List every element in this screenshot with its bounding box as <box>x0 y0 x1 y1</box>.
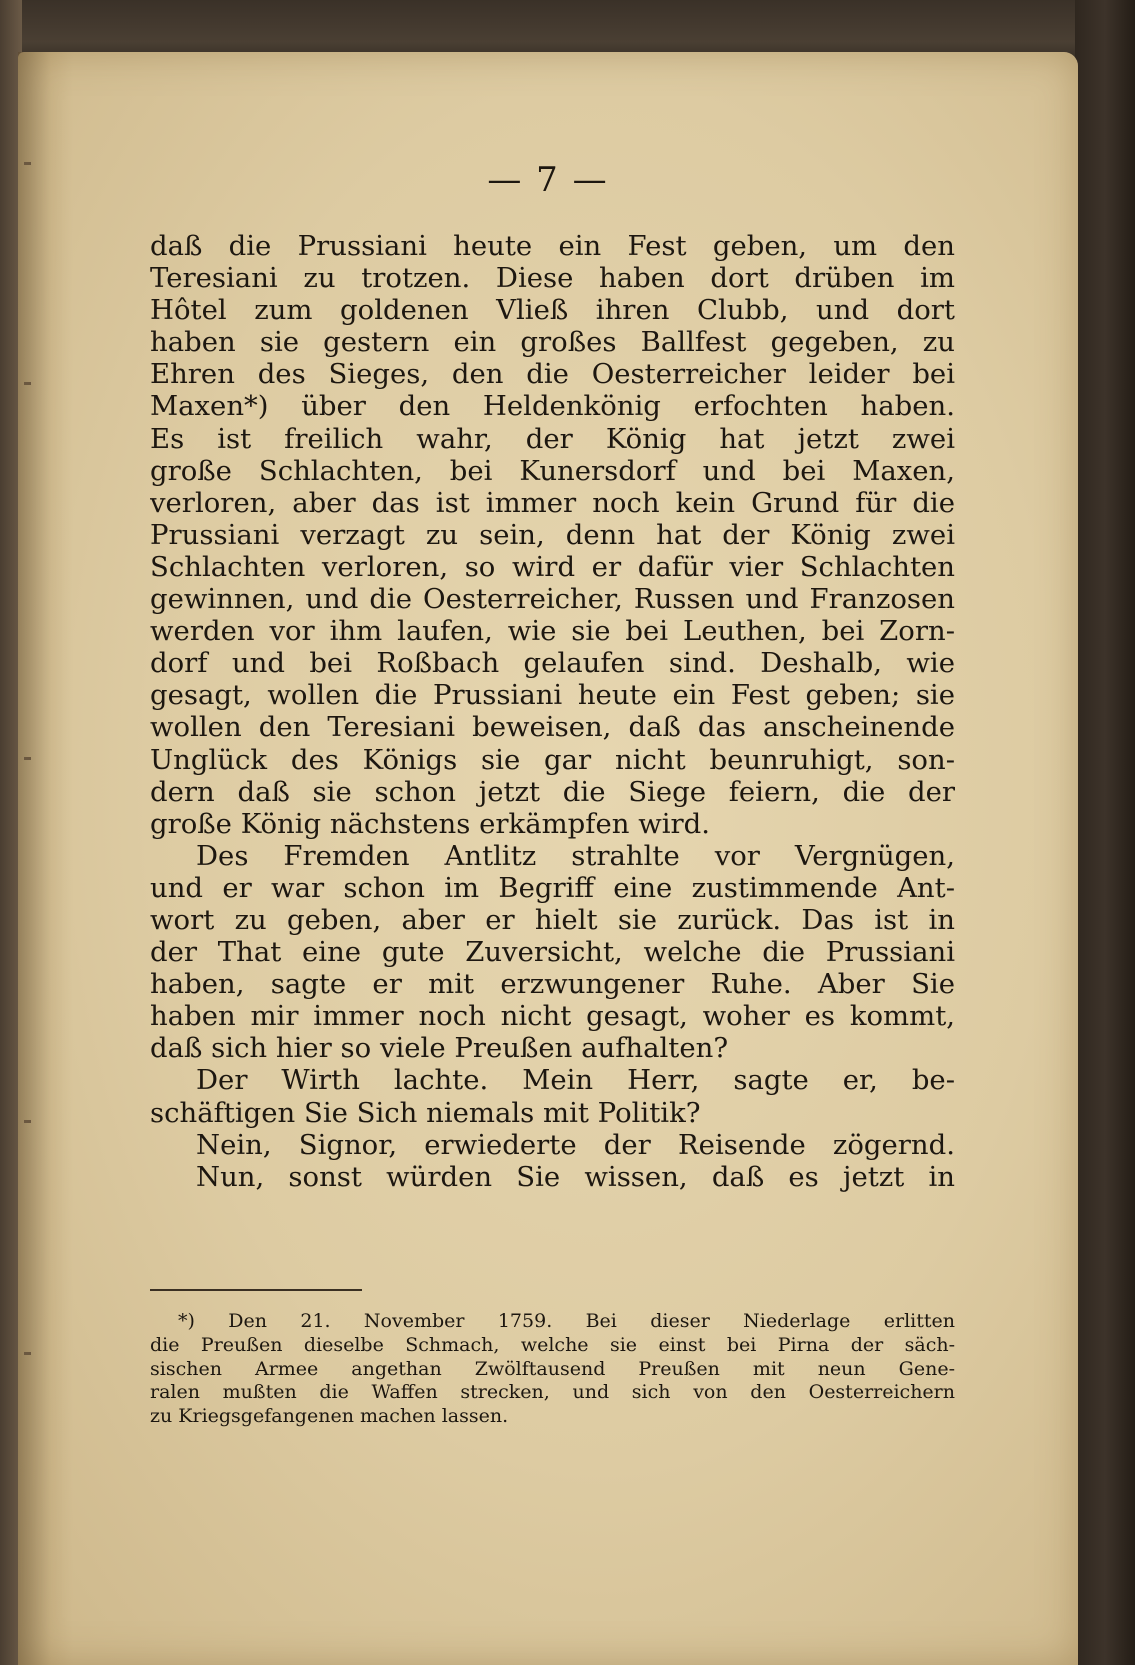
text-line: Schlachten verloren, so wird er dafür vier Schlachten <box>150 550 955 583</box>
text-line: Des Fremden Antlitz strahlte vor Vergnügen, <box>196 839 955 872</box>
footnote-line: die Preußen dieselbe Schmach, welche sie einst bei Pirna der säch- <box>150 1333 955 1356</box>
text-line: verloren, aber das ist immer noch kein Grund für die <box>150 486 955 519</box>
text-line: dorf und bei Roßbach gelaufen sind. Deshalb, wie <box>150 647 955 680</box>
text-line: große König nächstens erkämpfen wird. <box>150 807 711 840</box>
text-line: daß sich hier so viele Preußen aufhalten? <box>150 1032 729 1065</box>
text-line: haben sie gestern ein großes Ballfest gegeben, zu <box>150 326 955 359</box>
text-line: gewinnen, und die Oesterreicher, Russen und Franzosen <box>150 583 955 616</box>
text-line: Teresiani zu trotzen. Diese haben dort drüben im <box>150 262 955 295</box>
footnote <box>150 1310 955 1429</box>
footnote-line: *) Den 21. November 1759. Bei dieser Niederlage erlitten <box>178 1310 955 1332</box>
gutter-mark <box>24 1120 31 1123</box>
text-line: Ehren des Sieges, den die Oesterreicher leider bei <box>150 358 955 391</box>
book-page <box>18 52 1078 1665</box>
gutter-mark <box>24 382 31 385</box>
text-line: dern daß sie schon jetzt die Siege feiern, die der <box>150 775 955 808</box>
page-gutter-shadow <box>18 52 73 1665</box>
text-line: haben mir immer noch nicht gesagt, woher es kommt, <box>150 1000 955 1033</box>
text-line: große Schlachten, bei Kunersdorf und bei Maxen, <box>150 454 955 487</box>
text-line: Hôtel zum goldenen Vließ ihren Clubb, und dort <box>150 294 955 327</box>
footnote-line: ralen mußten die Waffen strecken, und sich von den Oesterreichern <box>150 1381 955 1404</box>
gutter-mark <box>24 1352 31 1355</box>
text-line: Es ist freilich wahr, der König hat jetzt zwei <box>150 422 955 455</box>
gutter-mark <box>24 757 31 760</box>
text-line: daß die Prussiani heute ein Fest geben, um den <box>150 230 955 262</box>
text-line: der That eine gute Zuversicht, welche die Prussiani <box>150 936 955 969</box>
text-line: schäftigen Sie Sich niemals mit Politik? <box>150 1096 701 1129</box>
body-text <box>150 230 955 1193</box>
text-line: wort zu geben, aber er hielt sie zurück. Das ist in <box>150 903 955 936</box>
book-cover-right-edge <box>1075 0 1135 1665</box>
text-line: werden vor ihm laufen, wie sie bei Leuthen, bei Zorn- <box>150 615 955 648</box>
text-line: gesagt, wollen die Prussiani heute ein Fest geben; sie <box>150 679 955 712</box>
text-line: haben, sagte er mit erzwungener Ruhe. Aber Sie <box>150 968 955 1001</box>
text-line: Unglück des Königs sie gar nicht beunruhigt, son- <box>150 743 955 776</box>
footnote-rule <box>150 1289 362 1291</box>
text-line: Nein, Signor, erwiederte der Reisende zögernd. <box>196 1128 955 1161</box>
page-number-header: — 7 — <box>487 160 609 200</box>
footnote-line: zu Kriegsgefangenen machen lassen. <box>150 1405 509 1428</box>
footnote-line: sischen Armee angethan Zwölftausend Preußen mit neun Gene- <box>150 1357 955 1380</box>
text-line: wollen den Teresiani beweisen, daß das anscheinende <box>150 711 955 744</box>
text-line: Prussiani verzagt zu sein, denn hat der König zwei <box>150 518 955 551</box>
text-line: Maxen*) über den Heldenkönig erfochten haben. <box>150 390 955 423</box>
text-line: und er war schon im Begriff eine zustimmende Ant- <box>150 871 955 904</box>
text-line: Nun, sonst würden Sie wissen, daß es jetzt in <box>196 1160 955 1193</box>
text-line: Der Wirth lachte. Mein Herr, sagte er, be- <box>196 1064 955 1097</box>
